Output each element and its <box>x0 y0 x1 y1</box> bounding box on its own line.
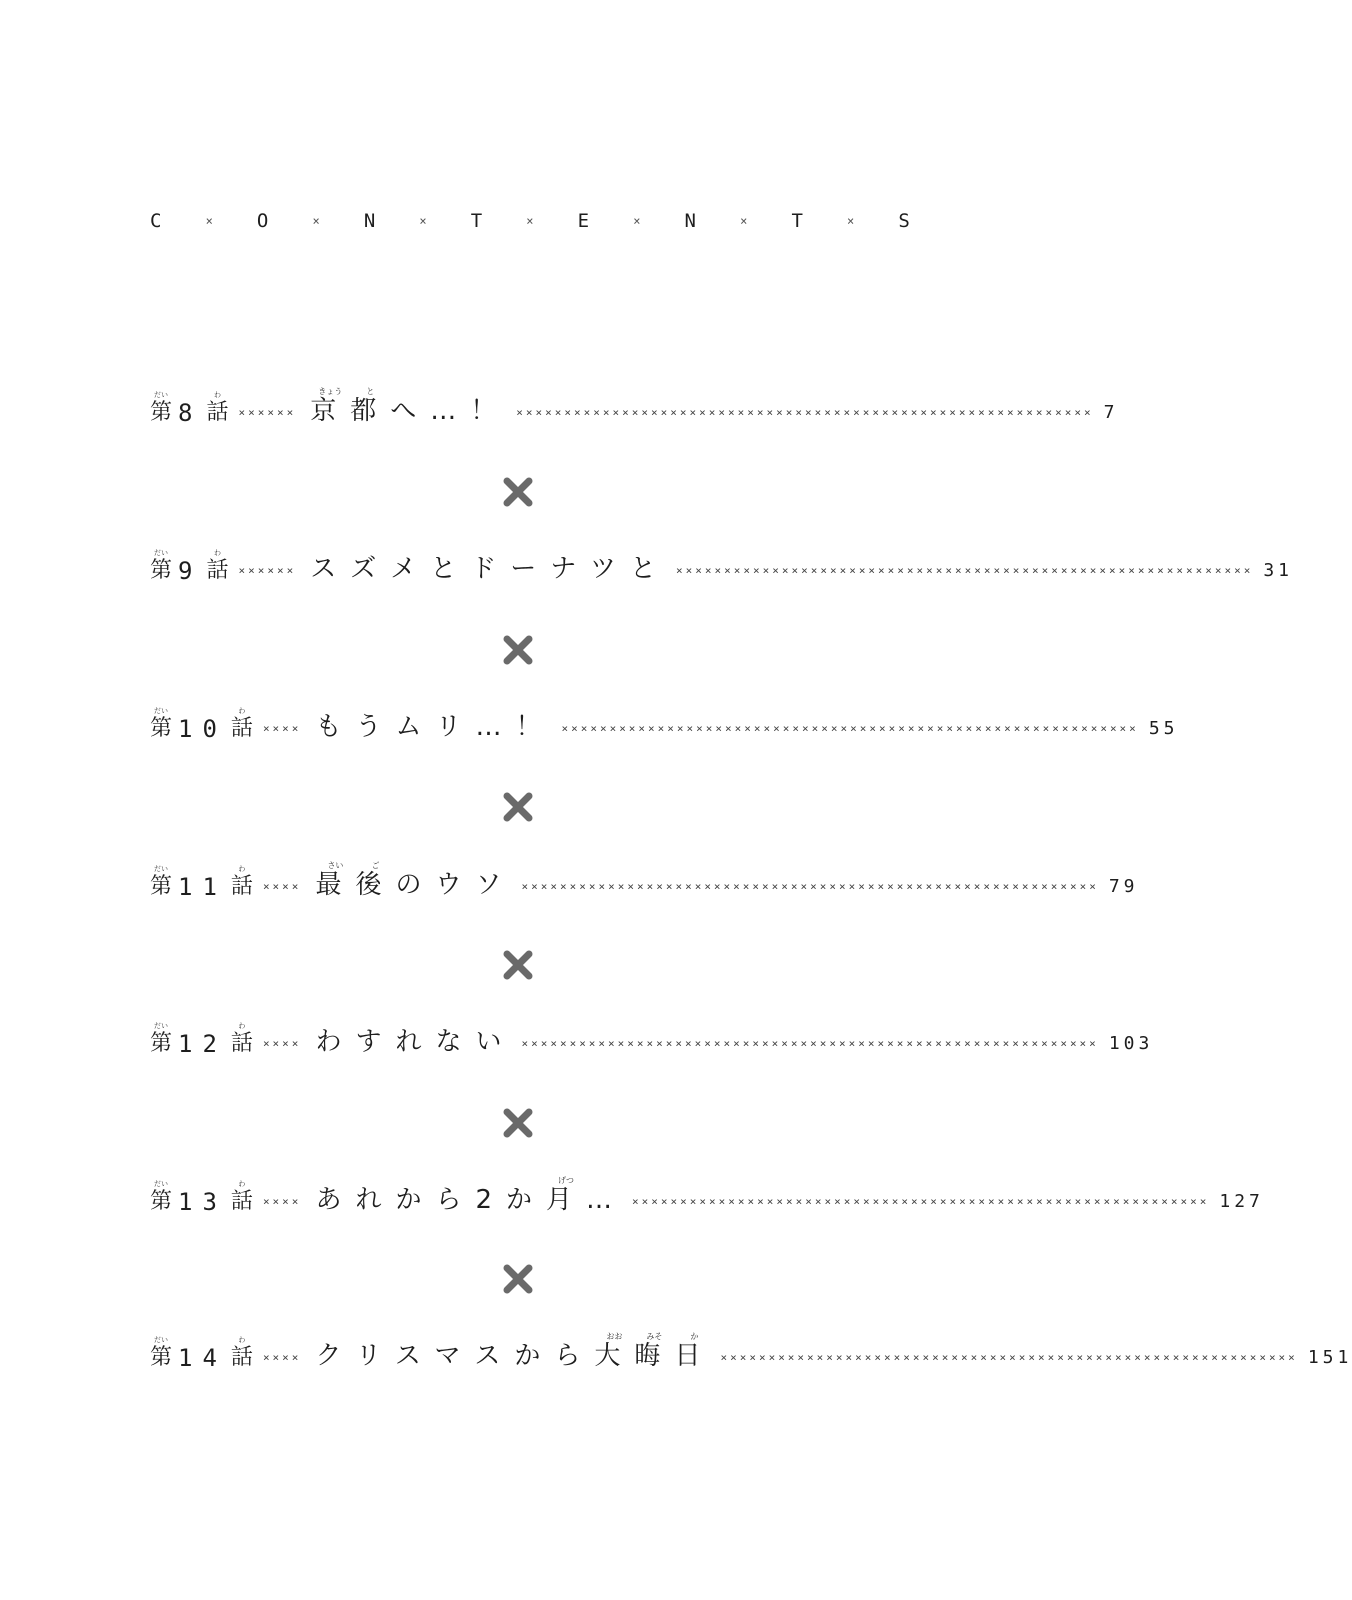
chapter-label <box>150 1022 253 1057</box>
heading-separator: × <box>847 214 855 228</box>
page-number: 151 <box>1307 1347 1352 1368</box>
title-text: … <box>586 1185 626 1215</box>
contents-heading <box>150 210 910 232</box>
title-kanji <box>315 861 355 900</box>
chapter-wa-reading: わ <box>238 1022 246 1030</box>
toc-entry[interactable] <box>150 386 1119 427</box>
leader-dots: ×××× <box>262 1037 302 1050</box>
leader-dots: ×××××××××××××××××××××××××××××××××××××××××××××××××××××××××××× <box>675 564 1254 577</box>
chapter-label <box>150 549 228 584</box>
toc-entry[interactable] <box>150 1017 1154 1058</box>
chapter-title[interactable] <box>315 1176 626 1215</box>
chapter-dai-base: 第 <box>150 1031 173 1056</box>
leader-dots: ×××× <box>262 1351 302 1364</box>
heading-separator: × <box>740 214 748 228</box>
leader-dots: ×××××××××××××××××××××××××××××××××××××××××××××××××××××××××××× <box>521 1037 1099 1050</box>
title-kanji-reading: ご <box>371 861 380 870</box>
title-kanji <box>350 387 390 426</box>
title-kanji <box>674 1332 714 1371</box>
title-kanji-base: 最 <box>315 870 356 900</box>
x-mark-icon <box>503 477 533 507</box>
heading-letter: T <box>470 210 483 232</box>
heading-separator: × <box>526 214 534 228</box>
title-kanji-base: 月 <box>545 1185 586 1215</box>
chapter-title[interactable] <box>315 1027 515 1057</box>
chapter-dai-reading: だい <box>154 1022 168 1030</box>
toc-entry[interactable] <box>150 702 1179 743</box>
title-text: スズメとドーナツと <box>310 554 670 584</box>
chapter-title[interactable] <box>310 554 670 584</box>
title-kanji-reading: おお <box>606 1332 623 1341</box>
title-kanji-reading: か <box>690 1332 699 1341</box>
title-kanji-base: 都 <box>350 396 391 426</box>
x-mark-icon <box>503 792 533 822</box>
title-kanji-reading: げつ <box>557 1176 574 1185</box>
chapter-dai <box>150 1180 172 1215</box>
chapter-dai-reading: だい <box>154 1336 168 1344</box>
chapter-label <box>150 1336 253 1371</box>
title-kanji-reading: と <box>366 387 375 396</box>
chapter-dai <box>150 1022 172 1057</box>
chapter-dai-base: 第 <box>150 400 173 425</box>
chapter-wa <box>231 1022 253 1057</box>
chapter-number: 11 <box>178 873 227 901</box>
chapter-dai <box>150 707 172 742</box>
heading-letter: T <box>791 210 803 232</box>
leader-dots: ×××××××××××××××××××××××××××××××××××××××××××××××××××××××××××× <box>720 1351 1298 1364</box>
chapter-dai-base: 第 <box>150 874 173 899</box>
chapter-wa-reading: わ <box>238 1180 246 1188</box>
chapter-dai-base: 第 <box>150 558 173 583</box>
page-number: 7 <box>1103 402 1119 423</box>
chapter-wa <box>231 1336 253 1371</box>
title-kanji-reading: みそ <box>646 1332 663 1341</box>
heading-letter: O <box>256 210 269 232</box>
chapter-dai <box>150 1336 172 1371</box>
chapter-label <box>150 1180 253 1215</box>
title-kanji-base: 京 <box>310 396 351 426</box>
chapter-wa-base: 話 <box>230 716 253 741</box>
toc-entry[interactable] <box>150 860 1139 901</box>
heading-letter: S <box>898 210 910 232</box>
chapter-wa-reading: わ <box>213 391 221 399</box>
title-kanji-reading: きょう <box>318 387 343 396</box>
heading-separator: × <box>312 214 320 228</box>
title-kanji <box>594 1332 634 1371</box>
page-number: 55 <box>1148 718 1179 739</box>
chapter-number: 9 <box>178 557 203 585</box>
heading-separator: × <box>205 214 213 228</box>
toc-entry[interactable] <box>150 1175 1264 1216</box>
chapter-wa-base: 話 <box>230 874 253 899</box>
chapter-wa-reading: わ <box>238 865 246 873</box>
leader-dots: ×××× <box>262 880 302 893</box>
title-text: へ…！ <box>390 396 511 426</box>
chapter-wa-base: 話 <box>206 400 229 425</box>
chapter-dai-reading: だい <box>154 707 168 715</box>
chapter-title[interactable] <box>315 1332 714 1371</box>
chapter-title[interactable] <box>315 712 555 742</box>
chapter-wa-base: 話 <box>230 1345 253 1370</box>
chapter-dai-base: 第 <box>150 716 173 741</box>
title-text: のウソ <box>395 870 516 900</box>
chapter-number: 8 <box>178 399 203 427</box>
heading-separator: × <box>419 214 427 228</box>
leader-dots: ×××××× <box>238 564 297 577</box>
chapter-dai <box>150 865 172 900</box>
heading-letter: N <box>684 210 696 232</box>
leader-dots: ×××××××××××××××××××××××××××××××××××××××××××××××××××××××××××× <box>521 880 1099 893</box>
chapter-title[interactable] <box>315 861 515 900</box>
title-kanji-base: 大 <box>594 1341 635 1371</box>
page-number: 127 <box>1219 1191 1264 1212</box>
x-mark-icon <box>503 1264 533 1294</box>
x-mark-icon <box>503 950 533 980</box>
toc-entry[interactable] <box>150 1331 1352 1372</box>
leader-dots: ×××××××××××××××××××××××××××××××××××××××××××××××××××××××××××× <box>516 406 1094 419</box>
chapter-wa <box>231 865 253 900</box>
chapter-label <box>150 391 228 426</box>
chapter-dai <box>150 391 172 426</box>
chapter-dai-reading: だい <box>154 1180 168 1188</box>
chapter-number: 14 <box>178 1344 227 1372</box>
title-text: もうムリ…！ <box>315 712 556 742</box>
chapter-wa-reading: わ <box>238 1336 246 1344</box>
leader-dots: ×××××××××××××××××××××××××××××××××××××××××××××××××××××××××××× <box>632 1195 1210 1208</box>
chapter-dai-base: 第 <box>150 1345 173 1370</box>
title-kanji <box>355 861 395 900</box>
title-kanji <box>634 1332 674 1371</box>
page-number: 103 <box>1108 1033 1154 1054</box>
page-number: 31 <box>1263 560 1294 581</box>
chapter-wa <box>206 391 228 426</box>
x-mark-icon <box>503 635 533 665</box>
heading-letter: E <box>577 210 590 232</box>
chapter-dai-reading: だい <box>154 549 168 557</box>
x-mark-icon <box>503 1108 533 1138</box>
chapter-wa-base: 話 <box>230 1031 253 1056</box>
chapter-wa-base: 話 <box>206 558 229 583</box>
leader-dots: ×××× <box>262 722 302 735</box>
title-text: クリスマスから <box>315 1341 595 1371</box>
chapter-wa-reading: わ <box>238 707 246 715</box>
toc-entry[interactable] <box>150 544 1294 585</box>
leader-dots: ×××××××××××××××××××××××××××××××××××××××××××××××××××××××××××× <box>561 722 1139 735</box>
chapter-number: 10 <box>178 715 227 743</box>
title-kanji-base: 日 <box>674 1341 715 1371</box>
chapter-wa <box>206 549 228 584</box>
chapter-wa <box>231 707 253 742</box>
title-kanji-base: 晦 <box>634 1341 675 1371</box>
chapter-label <box>150 865 253 900</box>
chapter-label <box>150 707 253 742</box>
chapter-number: 12 <box>178 1030 227 1058</box>
leader-dots: ×××××× <box>238 406 297 419</box>
page-number: 79 <box>1108 876 1139 897</box>
chapter-wa-reading: わ <box>213 549 221 557</box>
chapter-title[interactable] <box>310 387 510 426</box>
chapter-wa <box>231 1180 253 1215</box>
chapter-wa-base: 話 <box>230 1189 253 1214</box>
chapter-dai-base: 第 <box>150 1189 173 1214</box>
title-kanji-reading: さい <box>327 861 344 870</box>
heading-letter: N <box>363 210 376 232</box>
heading-separator: × <box>633 214 641 228</box>
leader-dots: ×××× <box>262 1195 302 1208</box>
chapter-dai <box>150 549 172 584</box>
title-kanji <box>310 387 350 426</box>
title-text: あれから2か <box>315 1185 546 1215</box>
chapter-number: 13 <box>178 1188 227 1216</box>
chapter-dai-reading: だい <box>154 391 168 399</box>
title-kanji-base: 後 <box>355 870 396 900</box>
title-kanji <box>546 1176 586 1215</box>
title-text: わすれない <box>315 1027 516 1057</box>
heading-letter: C <box>150 210 162 232</box>
chapter-dai-reading: だい <box>154 865 168 873</box>
